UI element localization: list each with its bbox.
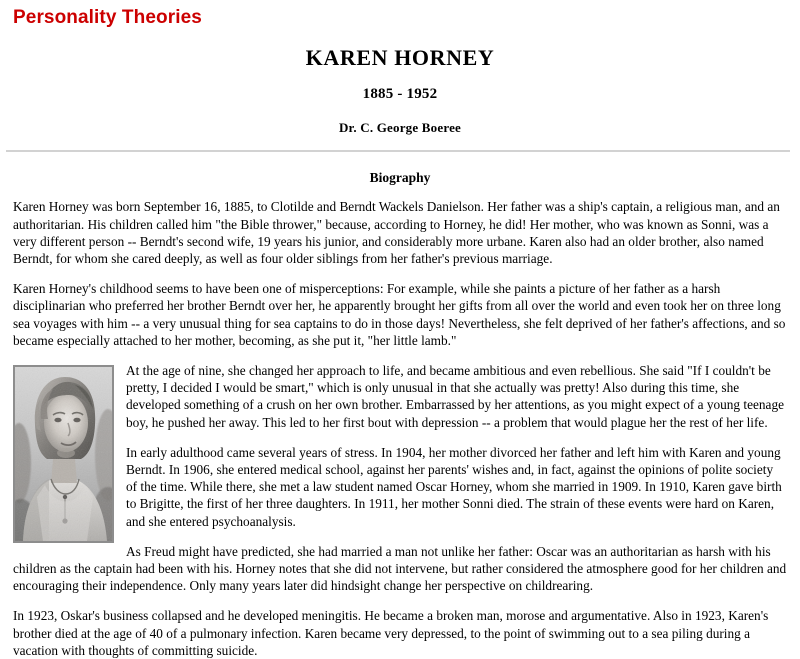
section-heading-biography: Biography: [369, 170, 431, 186]
site-title: Personality Theories: [13, 7, 202, 28]
paragraph-4: In early adulthood came several years of stress. In 1904, her mother divorced her father and left him with Karen and young Berndt. In 1906, she entered medical school, against her parents' wishes and, in fact, against the opinions of polite society of the time. While there, she met a law student named Oscar Horney, whom she married in 1909. In 1910, Karen gave birth to Brigitte, the first of her three daughters. In 1911, her mother Sonni died. The strain of these events were hard on Karen, and she entered psychoanalysis.: [126, 444, 782, 529]
document-masthead: [0, 44, 800, 137]
page-title: KAREN HORNEY: [305, 44, 495, 70]
paragraph-3: At the age of nine, she changed her approach to life, and became ambitious and even rebellious. She said "If I couldn't be pretty, I decided I would be smart," which is only unusual in that she actually was pretty! Also during this time, she developed something of a crush on her own brother. Embarrassed by her attentions, as you might expect of a young teenage boy, he pushed her away. This led to her first bout with depression -- a problem that would plague her the rest of her life.: [126, 362, 785, 430]
paragraph-1: Karen Horney was born September 16, 1885, to Clotilde and Berndt Wackels Danielson. Her father was a ship's captain, a religious man, and an authoritarian. His children called him "the Bible thrower," because, according to Horney, he did! Her mother, who was known as Sonni, was a very different person -- Berndt's second wife, 19 years his junior, and considerably more urbane. Karen also had an older brother, also named Berndt, for whom she cared deeply, as well as four older siblings from her father's previous marriage.: [13, 199, 780, 266]
author-byline: Dr. C. George Boeree: [338, 120, 462, 136]
portrait-photo: [13, 365, 114, 543]
life-dates: 1885 - 1952: [362, 86, 438, 103]
horizontal-divider: [6, 150, 790, 152]
paragraph-6: In 1923, Oskar's business collapsed and he developed meningitis. He became a broken man, morose and argumentative. Also in 1923, Karen's brother died at the age of 40 of a pulmonary infection. Karen became very depressed, to the point of swimming out to a sea piling during a vacation with thoughts of committing suicide.: [13, 608, 769, 658]
portrait-image: [15, 367, 112, 541]
paragraph-5: As Freud might have predicted, she had married a man not unlike her father: Oscar was an authoritarian as harsh with his children as the captain had been with his. Horney notes that she did not intervene, but rather considered the atmosphere good for her children and encouraging their independence. Only many years later did hindsight change her perspective on childrearing.: [13, 543, 787, 594]
article-body: [0, 198, 800, 659]
paragraph-2: Karen Horney's childhood seems to have been one of misperceptions: For example, while she paints a picture of her father as a harsh disciplinarian who preferred her brother Berndt over her, he apparently brought her gifts from all over the world and even took her on three long sea voyages with him -- a very unusual thing for sea captains to do in those days! Nevertheless, she felt deprived of her father's affections, and so became especially attached to her mother, becoming, as she put it, "her little lamb.": [13, 281, 786, 348]
